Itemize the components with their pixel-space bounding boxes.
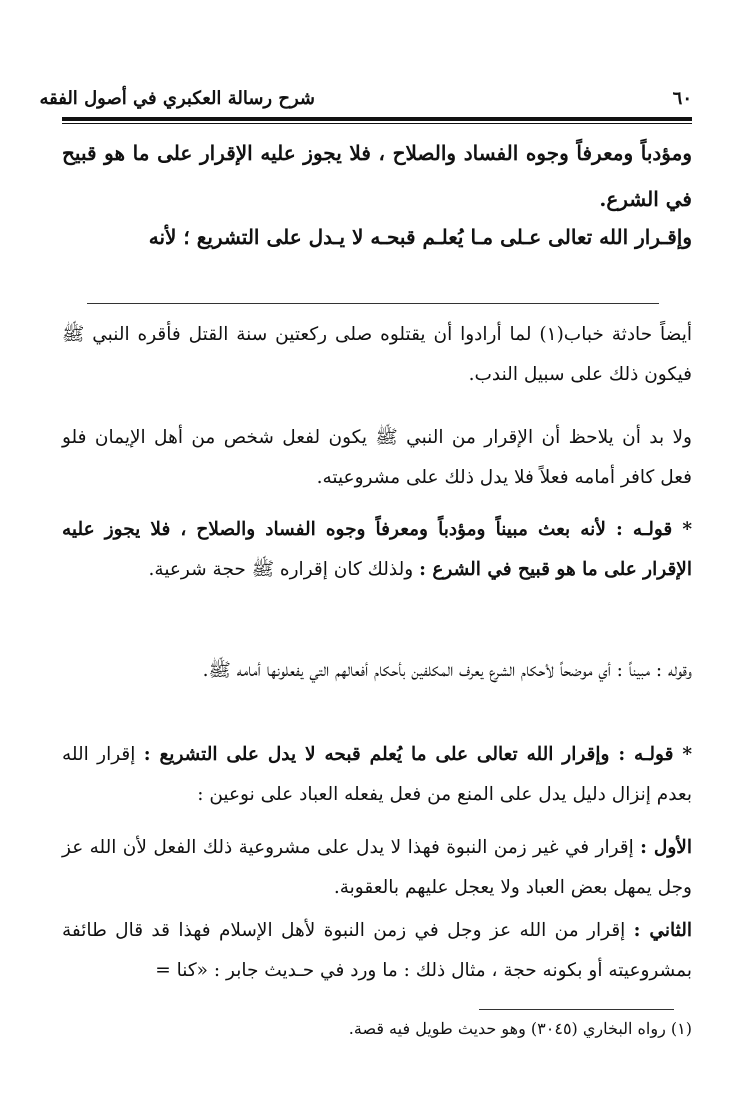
- commentary-paragraph: وقوله : مبيناً : أي موضحاً لأحكام الشرع يعرف المكلفين بأحكام أفعالهم التي يفعلونها أمامه ﷺ.: [202, 660, 692, 681]
- quote-lead: * قولـه : لأنه بعث مبيناً ومؤدباً ومعرفاً وجوه الفساد والصلاح ، فلا يجوز عليه الإقرار على ما هو قبيح في الشرع :: [62, 519, 692, 580]
- commentary-paragraph: ولا بد أن يلاحظ أن الإقرار من النبي ﷺ يكون لفعل شخص من أهل الإيمان فلو فعل كافر أمامه فعلاً فلا يدل ذلك على مشروعيته.: [62, 427, 692, 488]
- commentary-paragraph: [62, 911, 692, 991]
- main-text-paragraph: وإقـرار الله تعالى عـلى مـا يُعلـم قبحـه لا يـدل على التشريع ؛ لأنه: [148, 225, 692, 249]
- header-rule-thin: [62, 123, 692, 124]
- commentary-text: ولذلك كان إقراره ﷺ حجة شرعية.: [148, 559, 420, 580]
- main-text-paragraph: ومؤدباً ومعرفاً وجوه الفساد والصلاح ، فلا يجوز عليه الإقرار على ما هو قبيح في الشرع.: [62, 141, 692, 211]
- section-lead: الأول :: [640, 837, 692, 858]
- commentary-paragraph: [62, 828, 692, 908]
- commentary-paragraph: أيضاً حادثة خباب(١) لما أرادوا أن يقتلوه صلى ركعتين سنة القتل فأقره النبي ﷺ فيكون ذلك على سبيل الندب.: [62, 324, 692, 385]
- footnote-separator: [479, 1009, 674, 1010]
- commentary-text: إقرار الله بعدم إنزال دليل يدل على المنع من فعل يفعله العباد على نوعين :: [62, 744, 692, 805]
- running-title: شرح رسالة العكبري في أصول الفقه: [39, 88, 315, 109]
- header-rule-thick: [62, 117, 692, 121]
- commentary-paragraph: [62, 510, 692, 590]
- commentary-paragraph: [62, 735, 692, 815]
- commentary-separator: [87, 303, 659, 304]
- commentary-text: إقرار من الله عز وجل في زمن النبوة لأهل الإسلام فهذا قد قال طائفة بمشروعيته أو بكونه حجة ، مثال ذلك : ما ورد في حـديث جابر : «كنا =: [62, 920, 692, 981]
- commentary-text: إقرار في غير زمن النبوة فهذا لا يدل على مشروعية ذلك الفعل لأن الله عز وجل يمهل بعض العباد ولا يعجل عليهم بالعقوبة.: [62, 837, 692, 898]
- section-lead: الثاني :: [633, 920, 692, 941]
- page-number: ٦٠: [672, 88, 692, 109]
- quote-lead: * قولـه : وإقرار الله تعالى على ما يُعلم قبحه لا يدل على التشريع :: [143, 744, 692, 765]
- page-header: [39, 86, 692, 112]
- footnote: (١) رواه البخاري (٣٠٤٥) وهو حديث طويل فيه قصة.: [348, 1019, 692, 1038]
